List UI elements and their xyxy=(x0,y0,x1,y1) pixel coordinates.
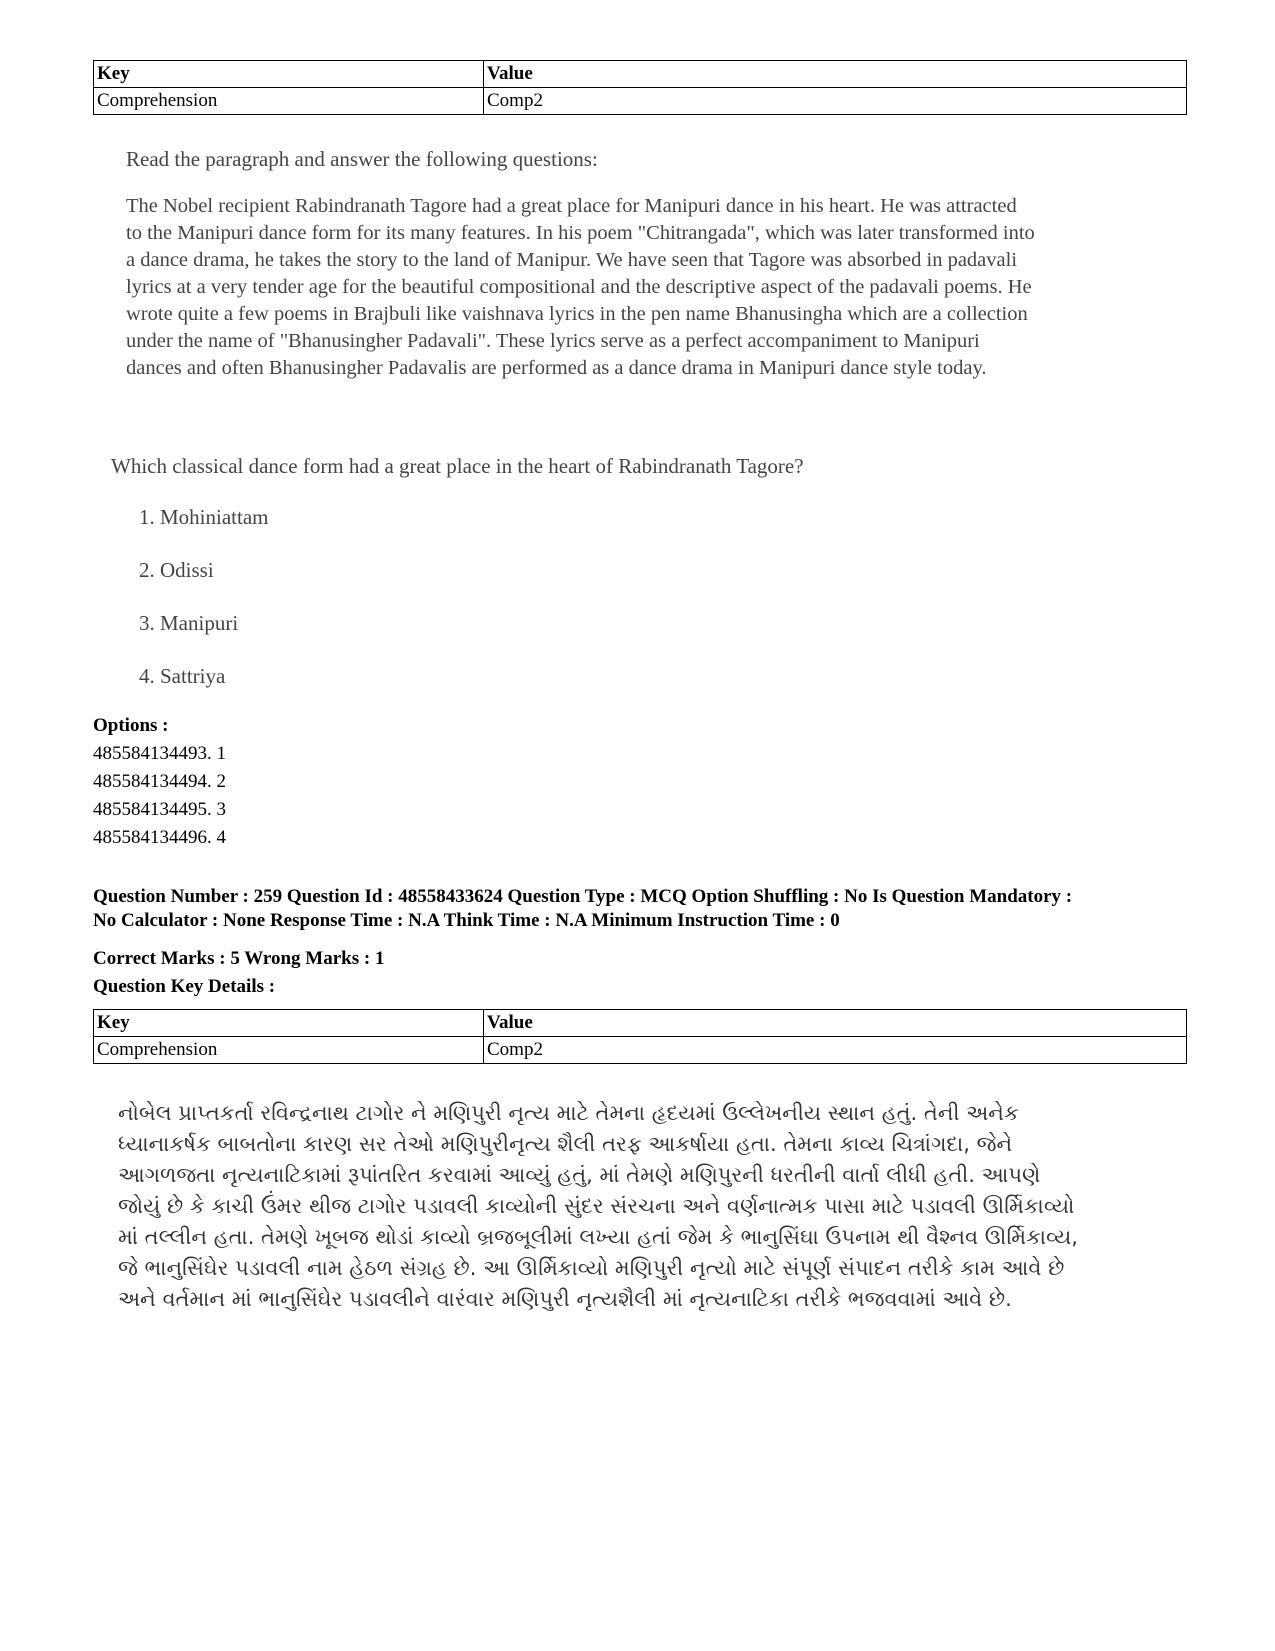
passage-line: to the Manipuri dance form for its many features. In his poem "Chitrangada", which was later transformed into xyxy=(126,222,1035,244)
passage-line: wrote quite a few poems in Brajbuli like vaishnava lyrics in the pen name Bhanusingha which are a collection xyxy=(126,303,1028,325)
passage-line: under the name of "Bhanusingher Padavali". These lyrics serve as a perfect accompaniment to Manipuri xyxy=(126,330,980,352)
question-meta xyxy=(93,885,1072,933)
gujarati-line: માં તલ્લીન હતા. તેમણે ખૂબજ થોડાં કાવ્યો બ્રજબૂલીમાં લખ્યા હતાં જેમ કે ભાનુસિંઘા ઉપનામ થી વૈશ્નવ ઊર્મિકાવ્ય, xyxy=(118,1225,1078,1249)
gujarati-line: જોયું છે કે કાચી ઉંમર થીજ ટાગોર પડાવલી કાવ્યોની સુંદર સંરચના અને વર્ણનાત્મક પાસા માટે પડાવલી ઊર્મિકાવ્યો xyxy=(118,1194,1075,1218)
choice-item: 2. Odissi xyxy=(139,558,214,582)
gujarati-line: નોબેલ પ્રાપ્તકર્તા રવિન્દ્રનાથ ટાગોર ને મણિપુરી નૃત્ય માટે તેમના હૃદયમાં ઉલ્લેખનીય સ્થાન હતું. તેની અનેક xyxy=(118,1101,1019,1125)
option-item: 485584134496. 4 xyxy=(93,827,226,848)
option-item: 485584134495. 3 xyxy=(93,799,226,820)
key-value-table-bottom xyxy=(93,1009,1187,1064)
key-cell: Comprehension xyxy=(94,1037,484,1064)
english-passage xyxy=(126,193,1226,382)
value-header: Value xyxy=(484,61,1187,88)
table-header-row xyxy=(94,1010,1187,1037)
passage-line: dances and often Bhanusingher Padavalis are performed as a dance drama in Manipuri dance style today. xyxy=(126,357,987,379)
options-heading: Options : xyxy=(93,715,169,736)
gujarati-line: અને વર્તમાન માં ભાનુસિંઘેર પડાવલીને વારંવાર મણિપુરી નૃત્યશૈલી માં નૃત્યનાટિકા તરીકે ભજવવામાં આવે છે. xyxy=(118,1287,1012,1311)
marks-line: Correct Marks : 5 Wrong Marks : 1 xyxy=(93,948,385,969)
question-text: Which classical dance form had a great place in the heart of Rabindranath Tagore? xyxy=(111,454,804,478)
table-header-row xyxy=(94,61,1187,88)
choice-item: 3. Manipuri xyxy=(139,611,239,635)
table-row xyxy=(94,88,1187,115)
table-row xyxy=(94,1037,1187,1064)
meta-line: No Calculator : None Response Time : N.A Think Time : N.A Minimum Instruction Time : 0 xyxy=(93,910,840,931)
value-cell: Comp2 xyxy=(484,88,1187,115)
key-value-table-top xyxy=(93,60,1187,115)
passage-line: The Nobel recipient Rabindranath Tagore had a great place for Manipuri dance in his heart. He was attracted xyxy=(126,195,1017,217)
option-item: 485584134494. 2 xyxy=(93,771,226,792)
key-header: Key xyxy=(94,1010,484,1037)
value-cell: Comp2 xyxy=(484,1037,1187,1064)
key-cell: Comprehension xyxy=(94,88,484,115)
options-list xyxy=(93,740,226,852)
choice-item: 1. Mohiniattam xyxy=(139,505,269,529)
passage-instruction: Read the paragraph and answer the following questions: xyxy=(126,147,598,171)
passage-line: lyrics at a very tender age for the beautiful compositional and the descriptive aspect of the padavali poems. He xyxy=(126,276,1032,298)
gujarati-line: ધ્યાનાકર્ષક બાબતોના કારણ સર તેઓ મણિપુરીનૃત્ય શૈલી તરફ આકર્ષાયા હતા. તેમના કાવ્ય ચિત્રાંગદા, જેને xyxy=(118,1132,1013,1156)
value-header: Value xyxy=(484,1010,1187,1037)
option-item: 485584134493. 1 xyxy=(93,743,226,764)
key-details-heading: Question Key Details : xyxy=(93,976,276,997)
gujarati-line: આગળજતા નૃત્યનાટિકામાં રૂપાંતરિત કરવામાં આવ્યું હતું, માં તેમણે મણિપુરની ધરતીની વાર્તા લીધી હતી. આપણે xyxy=(118,1163,1041,1187)
gujarati-line: જે ભાનુસિંઘેર પડાવલી નામ હેઠળ સંગ્રહ છે. આ ઊર્મિકાવ્યો મણિપુરી નૃત્યો માટે સંપૂર્ણ સંપાદન તરીકે કામ આવે છે xyxy=(118,1256,1065,1280)
choice-item: 4. Sattriya xyxy=(139,664,226,688)
key-header: Key xyxy=(94,61,484,88)
meta-line: Question Number : 259 Question Id : 48558433624 Question Type : MCQ Option Shuffling : No Is Question Mandatory : xyxy=(93,886,1073,907)
passage-line: a dance drama, he takes the story to the land of Manipur. We have seen that Tagore was absorbed in padavali xyxy=(126,249,1018,271)
gujarati-passage xyxy=(118,1098,1193,1315)
